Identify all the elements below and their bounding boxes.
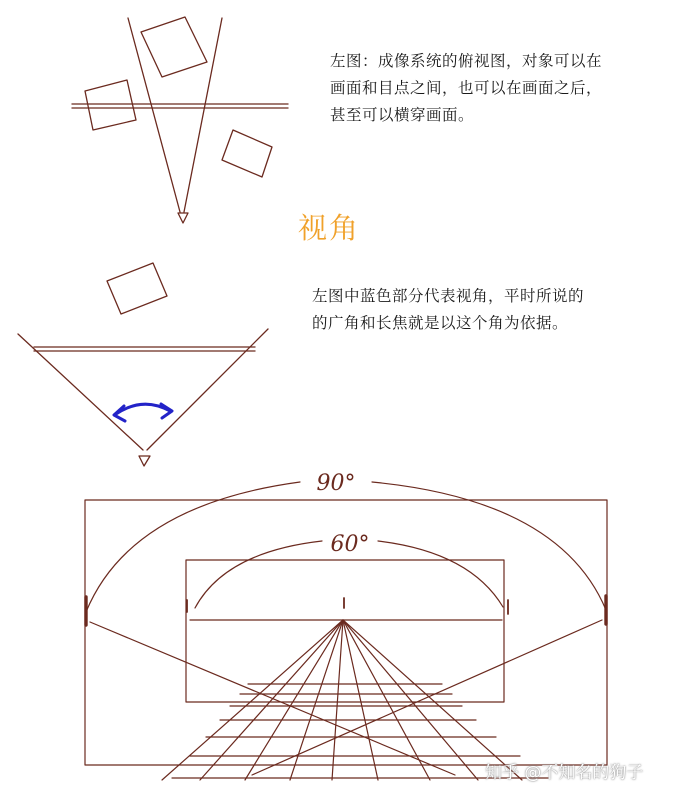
eye-point-marker (178, 213, 188, 223)
view-angle-arc (114, 404, 172, 421)
angle-label-90: 90° (316, 471, 356, 496)
view-angle-description (312, 283, 584, 337)
section-title: 视角 (298, 211, 361, 245)
view-ray-right (184, 18, 222, 212)
object-box (85, 80, 136, 130)
object-box (222, 130, 272, 177)
eye-point-marker (139, 456, 150, 466)
arc-60-degree (378, 541, 503, 607)
object-box (107, 263, 167, 314)
description-line: 的广角和长焦就是以这个角为依据。 (312, 314, 569, 332)
field-of-view-figure (18, 263, 268, 466)
watermark: 知乎 @不知名的狗子 (485, 763, 644, 783)
top-view-figure (72, 17, 288, 223)
angle-label-60: 60° (330, 532, 370, 557)
crossing-ray (252, 620, 602, 775)
view-ray-left (128, 18, 180, 212)
arc-60-degree (195, 541, 322, 608)
description-line: 甚至可以横穿画面。 (330, 106, 475, 124)
description-line: 左图中蓝色部分代表视角，平时所说的 (312, 287, 585, 305)
top-view-description (330, 48, 602, 129)
description-line: 画面和目点之间，也可以在画面之后， (330, 79, 603, 97)
description-line: 左图：成像系统的俯视图，对象可以在 (330, 52, 603, 70)
angle-comparison-figure (85, 482, 607, 780)
object-box (141, 17, 207, 77)
arc-90-degree (86, 482, 300, 612)
